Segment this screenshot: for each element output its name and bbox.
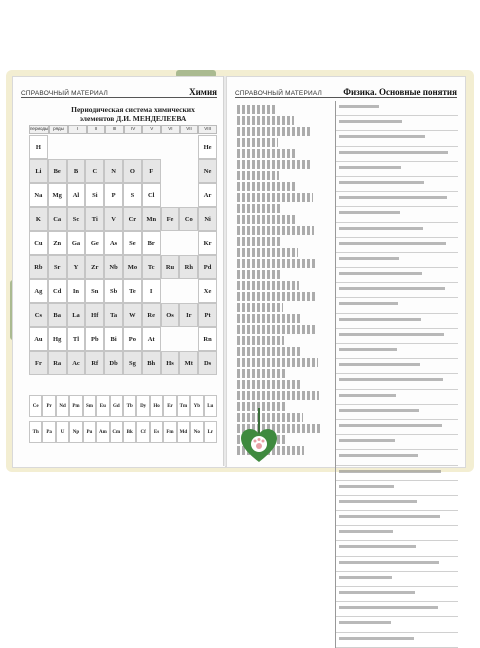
element-cell: As [104, 231, 123, 255]
empty-cell [85, 135, 104, 159]
header-section-label: СПРАВОЧНЫЙ МАТЕРИАЛ [235, 90, 322, 97]
concept-row [336, 211, 458, 222]
element-cell: Bh [142, 351, 161, 375]
formula-line [237, 270, 282, 279]
element-cell: Ne [198, 159, 217, 183]
formula-line [237, 204, 280, 213]
formula-line [237, 248, 298, 257]
formula-line [237, 160, 312, 169]
concept-row [336, 196, 458, 207]
element-cell: Er [163, 395, 176, 417]
element-cell: Fe [161, 207, 180, 231]
element-cell: Am [96, 421, 109, 443]
element-cell: Ce [29, 395, 42, 417]
concept-row [336, 485, 458, 496]
element-cell: Th [29, 421, 42, 443]
physics-page [226, 76, 466, 468]
element-cell: Cf [136, 421, 149, 443]
element-cell: La [67, 303, 86, 327]
element-cell: Pd [198, 255, 217, 279]
element-cell: Eu [96, 395, 109, 417]
element-cell: Pb [85, 327, 104, 351]
element-cell: Rn [198, 327, 217, 351]
element-cell: B [67, 159, 86, 183]
element-cell: Es [150, 421, 163, 443]
formula-line [237, 325, 317, 334]
empty-cell [179, 135, 198, 159]
heart-paw-bookmark-icon[interactable] [240, 428, 278, 464]
empty-cell [161, 159, 180, 183]
element-cell: V [104, 207, 123, 231]
concept-row [336, 591, 458, 602]
concept-row [336, 439, 458, 450]
element-cell: Mn [142, 207, 161, 231]
formula-line [237, 358, 318, 367]
element-cell: Lr [204, 421, 217, 443]
empty-cell [161, 327, 180, 351]
concept-row [336, 500, 458, 511]
element-cell: O [123, 159, 142, 183]
element-cell: Yb [190, 395, 203, 417]
empty-cell [179, 183, 198, 207]
element-cell: Y [67, 255, 86, 279]
table-header-cell: IV [124, 125, 143, 134]
formula-line [237, 303, 283, 312]
formula-line [237, 182, 296, 191]
concepts-column [335, 101, 458, 648]
element-cell: Bi [104, 327, 123, 351]
empty-cell [161, 231, 180, 255]
element-cell: W [123, 303, 142, 327]
element-cell: Tb [123, 395, 136, 417]
element-cell: Se [123, 231, 142, 255]
concept-row [336, 318, 458, 329]
lanthanides-row [29, 395, 217, 417]
concept-row [336, 530, 458, 541]
concept-row [336, 409, 458, 420]
element-cell: Be [48, 159, 67, 183]
element-cell: P [104, 183, 123, 207]
element-cell: Rh [179, 255, 198, 279]
concept-row [336, 242, 458, 253]
formula-line [237, 347, 301, 356]
formula-line [237, 193, 313, 202]
element-cell: Hs [161, 351, 180, 375]
element-cell: S [123, 183, 142, 207]
formula-line [237, 105, 277, 114]
element-cell: Cl [142, 183, 161, 207]
concept-row [336, 515, 458, 526]
element-cell: Sc [67, 207, 86, 231]
element-cell: Pm [69, 395, 82, 417]
element-cell: Ru [161, 255, 180, 279]
element-cell: Hg [48, 327, 67, 351]
element-cell: Hf [85, 303, 104, 327]
empty-cell [179, 231, 198, 255]
element-cell: Nd [56, 395, 69, 417]
concept-row [336, 561, 458, 572]
element-cell: Po [123, 327, 142, 351]
formula-line [237, 138, 278, 147]
concept-row [336, 151, 458, 162]
concept-row [336, 105, 458, 116]
table-header-cell: периоды [29, 125, 49, 134]
element-cell: Ni [198, 207, 217, 231]
concept-row [336, 454, 458, 465]
concept-row [336, 637, 458, 648]
element-cell: Ir [179, 303, 198, 327]
element-cell: Pu [83, 421, 96, 443]
element-cell: Cs [29, 303, 48, 327]
element-cell: Lu [204, 395, 217, 417]
empty-cell [161, 183, 180, 207]
empty-cell [142, 135, 161, 159]
formula-column [237, 105, 329, 457]
formula-line [237, 369, 285, 378]
element-cell: Ra [48, 351, 67, 375]
table-header-cell: I [68, 125, 87, 134]
concept-row [336, 394, 458, 405]
element-cell: K [29, 207, 48, 231]
element-cell: Pa [42, 421, 55, 443]
element-cell: Al [67, 183, 86, 207]
table-header-cell: V [142, 125, 161, 134]
formula-line [237, 336, 284, 345]
element-cell: Sm [83, 395, 96, 417]
empty-cell [161, 279, 180, 303]
element-cell: Te [123, 279, 142, 303]
concept-row [336, 470, 458, 481]
formula-line [237, 215, 297, 224]
element-cell: Ta [104, 303, 123, 327]
element-cell: Np [69, 421, 82, 443]
element-cell: Au [29, 327, 48, 351]
element-cell: He [198, 135, 217, 159]
concept-row [336, 363, 458, 374]
element-cell: Zn [48, 231, 67, 255]
empty-cell [179, 159, 198, 183]
table-header-cell: VIII [198, 125, 217, 134]
element-cell: In [67, 279, 86, 303]
formula-line [237, 237, 281, 246]
concept-row [336, 576, 458, 587]
header-subject-title: Физика. Основные понятия [343, 87, 457, 97]
element-cell: F [142, 159, 161, 183]
element-cell: Cr [123, 207, 142, 231]
concept-row [336, 302, 458, 313]
element-cell: Os [161, 303, 180, 327]
empty-cell [161, 135, 180, 159]
element-cell: N [104, 159, 123, 183]
concept-row [336, 606, 458, 617]
element-cell: Rb [29, 255, 48, 279]
formula-line [237, 259, 315, 268]
element-cell: Cd [48, 279, 67, 303]
element-cell: Co [179, 207, 198, 231]
element-cell: Kr [198, 231, 217, 255]
formula-line [237, 226, 314, 235]
concept-row [336, 621, 458, 632]
element-cell: Pt [198, 303, 217, 327]
formula-line [237, 127, 311, 136]
element-cell: Cu [29, 231, 48, 255]
concept-row [336, 181, 458, 192]
element-cell: Ti [85, 207, 104, 231]
element-cell: Gd [110, 395, 123, 417]
element-cell: Ga [67, 231, 86, 255]
periodic-table [29, 135, 217, 375]
element-cell: Si [85, 183, 104, 207]
concept-row [336, 227, 458, 238]
formula-line [237, 116, 294, 125]
element-cell: U [56, 421, 69, 443]
concept-row [336, 545, 458, 556]
page-header [235, 85, 457, 98]
element-cell: Ag [29, 279, 48, 303]
empty-cell [48, 135, 67, 159]
element-cell: Ds [198, 351, 217, 375]
actinides-row [29, 421, 217, 443]
element-cell: Na [29, 183, 48, 207]
table-header-cell: VII [180, 125, 199, 134]
element-cell: Bk [123, 421, 136, 443]
formula-line [237, 413, 303, 422]
element-cell: Ca [48, 207, 67, 231]
concept-row [336, 166, 458, 177]
element-cell: C [85, 159, 104, 183]
empty-cell [123, 135, 142, 159]
element-cell: Db [104, 351, 123, 375]
concept-row [336, 120, 458, 131]
element-cell: Li [29, 159, 48, 183]
concept-row [336, 348, 458, 359]
element-cell: Rf [85, 351, 104, 375]
formula-line [237, 171, 279, 180]
table-header-cell: II [87, 125, 106, 134]
element-cell: Mg [48, 183, 67, 207]
concept-row [336, 135, 458, 146]
element-cell: Nb [104, 255, 123, 279]
element-cell: H [29, 135, 48, 159]
element-cell: Sr [48, 255, 67, 279]
element-cell: Dy [136, 395, 149, 417]
element-cell: Tl [67, 327, 86, 351]
table-header-cell: ряды [49, 125, 68, 134]
element-cell: Ho [150, 395, 163, 417]
element-cell: Zr [85, 255, 104, 279]
concept-row [336, 272, 458, 283]
element-cell: Fm [163, 421, 176, 443]
element-cell: Sn [85, 279, 104, 303]
concept-row [336, 424, 458, 435]
periodic-table-header [29, 125, 217, 134]
table-header-cell: III [105, 125, 124, 134]
element-cell: Ac [67, 351, 86, 375]
table-header-cell: VI [161, 125, 180, 134]
empty-cell [179, 327, 198, 351]
element-cell: Pr [42, 395, 55, 417]
formula-line [237, 380, 302, 389]
empty-cell [104, 135, 123, 159]
chemistry-page [12, 76, 226, 468]
element-cell: Ar [198, 183, 217, 207]
element-cell: Sb [104, 279, 123, 303]
formula-line [237, 402, 286, 411]
concept-row [336, 287, 458, 298]
concept-row [336, 378, 458, 389]
element-cell: Re [142, 303, 161, 327]
formula-line [237, 281, 299, 290]
element-cell: Tm [177, 395, 190, 417]
header-section-label: СПРАВОЧНЫЙ МАТЕРИАЛ [21, 90, 108, 97]
page-header [21, 85, 217, 98]
formula-line [237, 391, 319, 400]
element-cell: Sg [123, 351, 142, 375]
formula-line [237, 292, 316, 301]
formula-line [237, 314, 300, 323]
element-cell: Md [177, 421, 190, 443]
element-cell: No [190, 421, 203, 443]
element-cell: I [142, 279, 161, 303]
empty-cell [67, 135, 86, 159]
element-cell: Mo [123, 255, 142, 279]
empty-cell [179, 279, 198, 303]
element-cell: Tc [142, 255, 161, 279]
formula-line [237, 149, 295, 158]
element-cell: Ge [85, 231, 104, 255]
concept-row [336, 257, 458, 268]
element-cell: Cm [110, 421, 123, 443]
element-cell: Ba [48, 303, 67, 327]
concept-row [336, 333, 458, 344]
element-cell: Mt [179, 351, 198, 375]
element-cell: At [142, 327, 161, 351]
element-cell: Xe [198, 279, 217, 303]
element-cell: Fr [29, 351, 48, 375]
periodic-table-title: Периодическая система химических элементов Д.И. МЕНДЕЛЕЕВА [71, 105, 195, 123]
element-cell: Br [142, 231, 161, 255]
header-subject-title: Химия [189, 87, 217, 97]
